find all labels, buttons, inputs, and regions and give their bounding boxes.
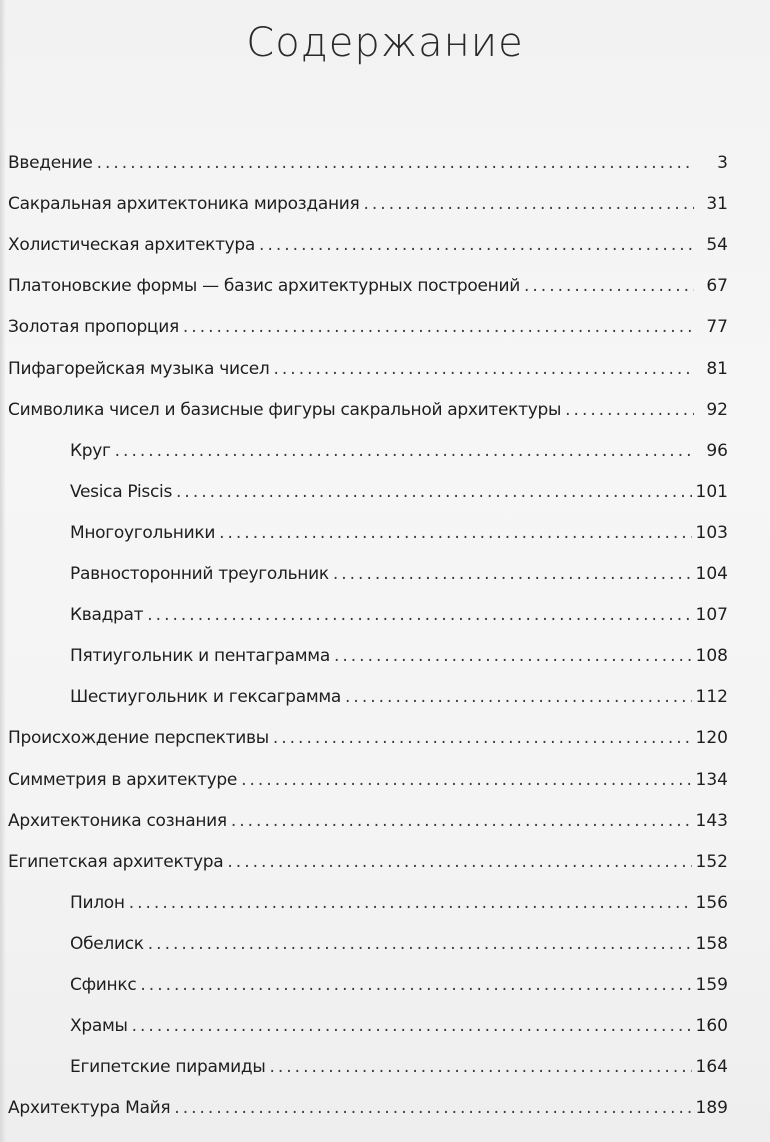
toc-entry <box>70 602 728 628</box>
toc-leader-dots <box>345 684 692 710</box>
toc-leader-dots <box>129 890 692 916</box>
toc-entry <box>70 561 728 587</box>
toc-entry-title: Золотая пропорция <box>8 317 179 338</box>
toc-entry-page-number: 152 <box>695 851 728 872</box>
toc-leader-dots <box>148 931 692 957</box>
toc-entry <box>8 356 728 382</box>
toc-leader-dots <box>259 232 694 258</box>
page-edge-shadow <box>0 0 6 1142</box>
toc-entry <box>8 150 728 176</box>
toc-leader-dots <box>269 1054 691 1080</box>
toc-entry-title: Круг <box>70 440 111 461</box>
toc-entry-page-number: 189 <box>695 1098 728 1119</box>
toc-leader-dots <box>334 643 692 669</box>
toc-entry-page-number: 107 <box>695 605 728 626</box>
toc-entry-title: Пифагорейская музыка чисел <box>8 358 270 379</box>
toc-leader-dots <box>183 314 694 340</box>
toc-leader-dots <box>132 1013 692 1039</box>
toc-entry <box>70 643 728 669</box>
toc-entry-page-number: 81 <box>706 358 728 379</box>
toc-entry <box>8 273 728 299</box>
toc-entry-page-number: 54 <box>706 235 728 256</box>
toc-leader-dots <box>565 397 694 423</box>
toc-entry <box>70 520 728 546</box>
toc-entry-title: Египетские пирамиды <box>70 1057 266 1078</box>
toc-entry <box>8 232 728 258</box>
toc-entry-page-number: 143 <box>695 810 728 831</box>
toc-entry <box>8 314 728 340</box>
toc-entry <box>70 890 728 916</box>
toc-entry-title: Введение <box>8 153 93 173</box>
toc-entry-page-number: 120 <box>695 728 728 749</box>
toc-entry-title: Храмы <box>70 1016 128 1037</box>
toc-leader-dots <box>231 808 692 834</box>
toc-entry-title: Равносторонний треугольник <box>70 564 329 584</box>
toc-leader-dots <box>174 1095 691 1121</box>
toc-leader-dots <box>115 438 694 464</box>
toc-entry-page-number: 31 <box>706 194 728 215</box>
toc-leader-dots <box>176 479 692 505</box>
toc-entry-page-number: 159 <box>695 975 728 995</box>
toc-entry-page-number: 103 <box>695 522 728 543</box>
toc-leader-dots <box>147 602 691 628</box>
toc-entry <box>70 438 728 464</box>
toc-entry-page-number: 164 <box>695 1057 728 1078</box>
page-title: Содержание <box>246 20 524 66</box>
toc-entry-page-number: 134 <box>695 769 728 790</box>
toc-entry-title: Пятиугольник и пентаграмма <box>70 646 330 667</box>
toc-entry <box>70 479 728 505</box>
toc-entry-title: Архитектоника сознания <box>8 810 227 831</box>
toc-entry-title: Происхождение перспективы <box>8 728 269 749</box>
toc-entry <box>8 191 728 217</box>
toc-entry-page-number: 92 <box>706 399 728 420</box>
toc-entry <box>8 808 728 834</box>
toc-entry-title: Квадрат <box>70 605 144 626</box>
toc-entry-page-number: 3 <box>717 153 728 173</box>
toc-leader-dots <box>524 273 694 299</box>
toc-entry-page-number: 160 <box>695 1016 728 1037</box>
toc-entry <box>70 1054 728 1080</box>
toc-leader-dots <box>273 725 692 751</box>
toc-leader-dots <box>97 150 694 176</box>
toc-entry-page-number: 67 <box>706 276 728 297</box>
toc-entry-title: Vesica Piscis <box>70 481 173 502</box>
toc-entry-title: Многоугольники <box>70 522 216 543</box>
toc-entry-title: Сакральная архитектоника мироздания <box>8 194 360 215</box>
toc-entry-page-number: 104 <box>695 564 728 584</box>
toc-entry-title: Египетская архитектура <box>8 851 224 872</box>
toc-entry <box>70 931 728 957</box>
toc-entry-page-number: 112 <box>695 687 728 708</box>
toc-entry <box>8 397 728 423</box>
toc-entry <box>8 767 728 793</box>
toc-entry-page-number: 156 <box>695 892 728 913</box>
toc-leader-dots <box>333 561 692 587</box>
toc-entry-page-number: 158 <box>695 933 728 954</box>
toc-entry-title: Холистическая архитектура <box>8 235 256 256</box>
toc-leader-dots <box>241 767 691 793</box>
toc-entry-title: Платоновские формы — базис архитектурных построений <box>8 276 520 297</box>
toc-leader-dots <box>363 191 694 217</box>
toc-entry-title: Обелиск <box>70 933 144 954</box>
toc-leader-dots <box>219 520 691 546</box>
toc-entry <box>70 972 728 998</box>
toc-entry <box>70 684 728 710</box>
toc-entry-title: Шестиугольник и гексаграмма <box>70 687 342 708</box>
toc-entry-page-number: 77 <box>706 317 728 338</box>
toc-leader-dots <box>140 972 691 998</box>
toc-entry-title: Сфинкс <box>70 975 137 995</box>
toc-entry-page-number: 108 <box>695 646 728 667</box>
toc-entry-title: Пилон <box>70 892 125 913</box>
toc-entry <box>8 849 728 875</box>
toc-entry <box>70 1013 728 1039</box>
toc-entry-page-number: 96 <box>706 440 728 461</box>
toc-entry-title: Архитектура Майя <box>8 1098 171 1119</box>
toc-entry-title: Симметрия в архитектуре <box>8 769 238 790</box>
toc-entry-title: Символика чисел и базисные фигуры сакральной архитектуры <box>8 399 562 420</box>
toc-entry <box>8 1095 728 1121</box>
toc-entry <box>8 725 728 751</box>
toc-entry-page-number: 101 <box>695 481 728 502</box>
toc-leader-dots <box>227 849 691 875</box>
toc-leader-dots <box>273 356 694 382</box>
